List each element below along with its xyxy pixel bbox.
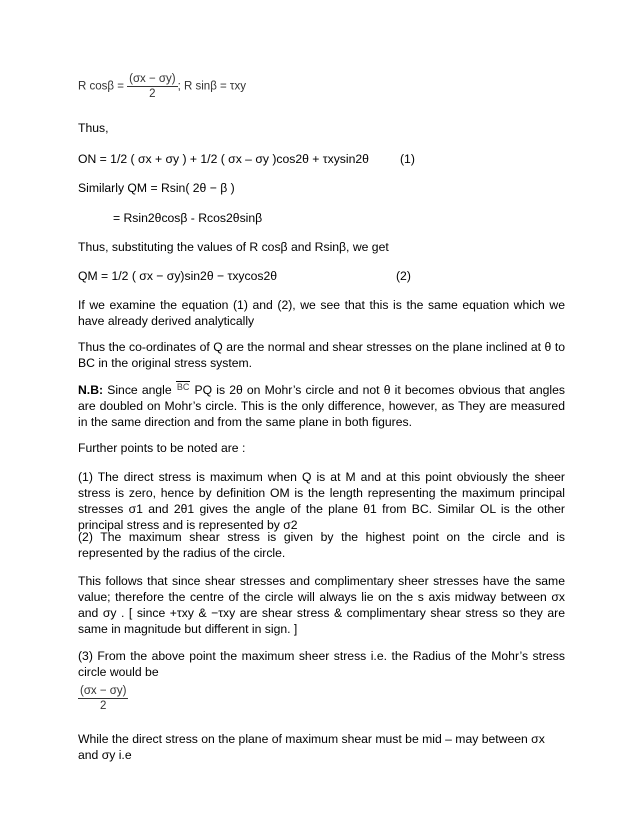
equation-number-2: (2) — [396, 269, 411, 283]
nb-post: PQ is 2θ on Mohr’s circle and not θ it becomes obvious that angles are doubled on Mohr’s circle. This is the only difference, however, as They are measured in the same direction and from the same plane in both figures. — [78, 383, 566, 429]
further-points: Further points to be noted are : — [78, 441, 246, 455]
formula-max-shear-fraction — [78, 684, 128, 713]
formula-numerator: (σx − σy) — [129, 73, 176, 85]
paragraph-follows: This follows that since shear stresses and complimentary sheer stresses have the same value; therefore the centre of the circle will always lie on the s axis midway between σx and σy . [ since +τxy & −τxy are shear stress & complimentary shear stress so they are same in magnitude but different in sign. ] — [78, 574, 565, 636]
thus-line: Thus, — [78, 121, 109, 135]
point-3: (3) From the above point the maximum sheer stress i.e. the Radius of the Mohr’s stress circle would be — [78, 649, 565, 679]
equation-number-1: (1) — [400, 152, 415, 166]
formula-max-shear-numerator: (σx − σy) — [80, 685, 127, 697]
equation-qm — [78, 268, 565, 284]
similarly-line: Similarly QM = Rsin( 2θ − β ) — [78, 181, 235, 195]
point-2: (2) The maximum shear stress is given by the highest point on the circle and is represented by the radius of the circle. — [78, 530, 565, 560]
nb-label: N.B: — [78, 383, 104, 397]
equation-qm-text: QM = 1/2 ( σx − σy)sin2θ − τxycos2θ — [78, 269, 278, 283]
formula-lhs: R cosβ = — [78, 80, 124, 93]
formula-r-cos-beta — [78, 72, 246, 101]
formula-fraction — [127, 72, 177, 101]
paragraph-coordinates: Thus the co-ordinates of Q are the normal and shear stresses on the plane inclined at θ to BC in the original stress system. — [78, 340, 565, 370]
point-1: (1) The direct stress is maximum when Q is at M and at this point obviously the sheer stress is zero, hence by definition OM is the length representing the maximum principal stresses σ1 and 2θ1 gives the angle of the plane θ1 from BC. Similar OL is the other principal stress and is represented by σ2 — [78, 470, 565, 532]
bc-line-mark: BC — [176, 382, 190, 392]
paragraph-examine: If we examine the equation (1) and (2), we see that this is the same equation which we have already derived analytically — [78, 298, 565, 328]
formula-max-shear-denominator: 2 — [100, 700, 107, 712]
formula-separator: ; — [177, 80, 181, 93]
qm-expansion: = Rsin2θcosβ - Rcos2θsinβ — [113, 211, 263, 225]
paragraph-while: While the direct stress on the plane of maximum shear must be mid – may between σx and σy i.e — [78, 732, 545, 762]
formula-rhs: R sinβ = τxy — [184, 80, 246, 93]
equation-on — [78, 151, 565, 167]
paragraph-nb — [78, 381, 565, 430]
equation-on-text: ON = 1/2 ( σx + σy ) + 1/2 ( σx – σy )cos2θ + τxysin2θ — [78, 152, 369, 166]
formula-max-shear — [78, 684, 128, 713]
substituting-line: Thus, substituting the values of R cosβ and Rsinβ, we get — [78, 240, 389, 254]
formula-denominator: 2 — [149, 88, 156, 100]
nb-pre: Since angle — [107, 383, 172, 397]
